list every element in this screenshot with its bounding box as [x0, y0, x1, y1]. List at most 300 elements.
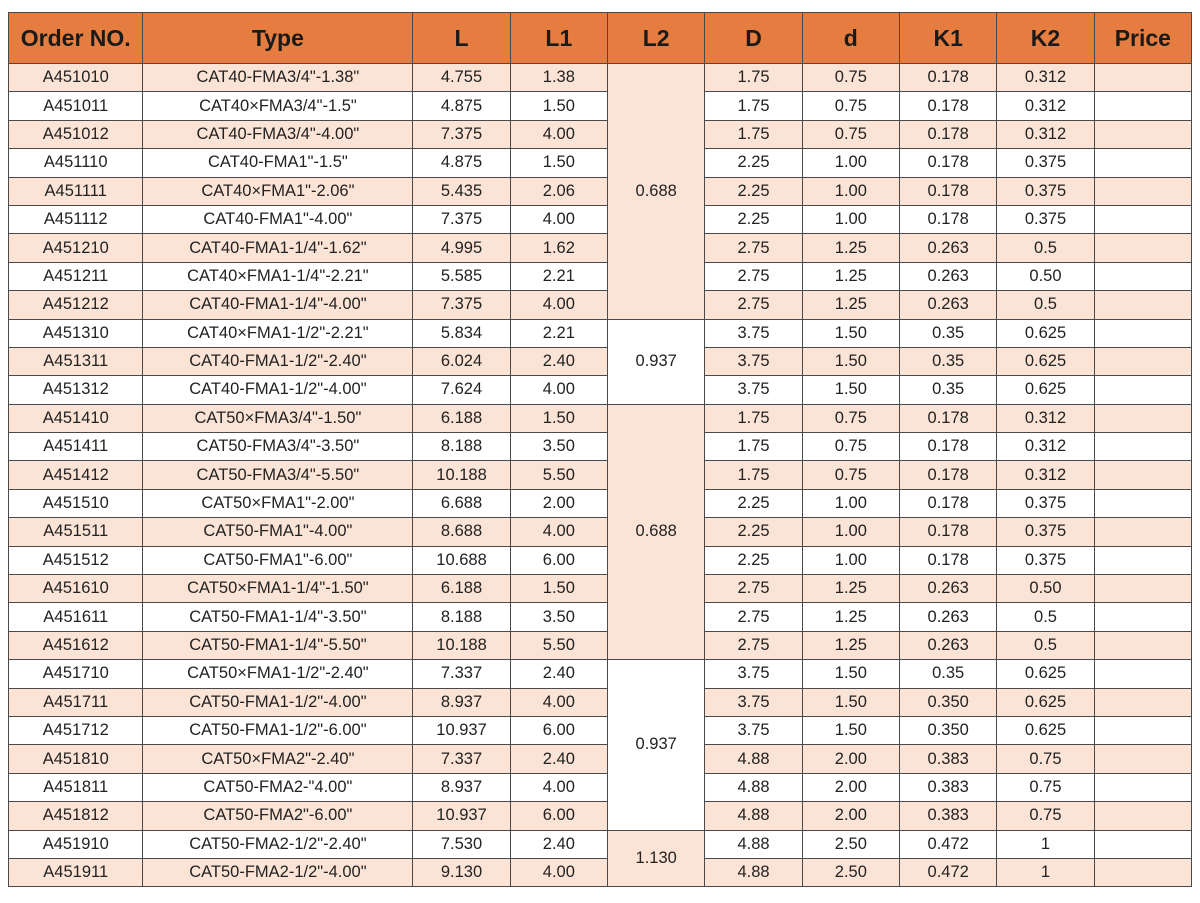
- cell-price: [1094, 205, 1191, 233]
- cell-k2: 0.312: [997, 433, 1094, 461]
- cell-l: 4.875: [413, 149, 510, 177]
- cell-type: CAT40-FMA1"-1.5": [143, 149, 413, 177]
- cell-k2: 1: [997, 830, 1094, 858]
- cell-d-lower: 1.50: [802, 319, 899, 347]
- cell-order-no: A451811: [9, 773, 143, 801]
- cell-l: 7.530: [413, 830, 510, 858]
- table-row: [9, 319, 1192, 347]
- cell-price: [1094, 433, 1191, 461]
- cell-d-upper: 4.88: [705, 773, 802, 801]
- cell-l1: 1.62: [510, 234, 607, 262]
- cell-l1: 6.00: [510, 716, 607, 744]
- cell-price: [1094, 660, 1191, 688]
- cell-d-lower: 1.00: [802, 489, 899, 517]
- cell-l: 10.688: [413, 546, 510, 574]
- table-row: [9, 64, 1192, 92]
- spec-table: [8, 12, 1192, 887]
- cell-l1: 4.00: [510, 518, 607, 546]
- cell-l1: 2.21: [510, 262, 607, 290]
- cell-type: CAT50-FMA2-1/2"-4.00": [143, 858, 413, 886]
- table-body: [9, 64, 1192, 887]
- cell-order-no: A451411: [9, 433, 143, 461]
- cell-l1: 4.00: [510, 858, 607, 886]
- cell-d-lower: 1.25: [802, 603, 899, 631]
- cell-d-lower: 1.25: [802, 234, 899, 262]
- cell-order-no: A451810: [9, 745, 143, 773]
- cell-type: CAT50-FMA1-1/4"-3.50": [143, 603, 413, 631]
- table-row: [9, 291, 1192, 319]
- cell-k1: 0.472: [900, 858, 997, 886]
- cell-price: [1094, 518, 1191, 546]
- cell-d-upper: 2.25: [705, 205, 802, 233]
- cell-price: [1094, 858, 1191, 886]
- cell-type: CAT50-FMA2-"4.00": [143, 773, 413, 801]
- cell-d-lower: 1.50: [802, 688, 899, 716]
- table-row: [9, 92, 1192, 120]
- cell-k1: 0.263: [900, 575, 997, 603]
- cell-l: 9.130: [413, 858, 510, 886]
- cell-d-lower: 1.25: [802, 575, 899, 603]
- table-row: [9, 347, 1192, 375]
- table-row: [9, 830, 1192, 858]
- cell-d-lower: 2.00: [802, 773, 899, 801]
- cell-type: CAT40-FMA1"-4.00": [143, 205, 413, 233]
- cell-k1: 0.263: [900, 603, 997, 631]
- cell-l: 8.688: [413, 518, 510, 546]
- cell-d-lower: 1.00: [802, 205, 899, 233]
- cell-d-upper: 2.25: [705, 177, 802, 205]
- cell-d-lower: 1.00: [802, 177, 899, 205]
- cell-k1: 0.178: [900, 64, 997, 92]
- cell-type: CAT50×FMA1-1/2"-2.40": [143, 660, 413, 688]
- header-price: Price: [1094, 13, 1191, 64]
- cell-d-upper: 4.88: [705, 802, 802, 830]
- cell-k1: 0.263: [900, 234, 997, 262]
- cell-l2: 1.130: [608, 830, 705, 887]
- cell-l2: 0.937: [608, 319, 705, 404]
- cell-type: CAT40×FMA1"-2.06": [143, 177, 413, 205]
- cell-k2: 0.625: [997, 716, 1094, 744]
- cell-k2: 0.375: [997, 177, 1094, 205]
- cell-k2: 0.50: [997, 575, 1094, 603]
- cell-d-upper: 1.75: [705, 404, 802, 432]
- cell-d-lower: 1.50: [802, 347, 899, 375]
- cell-price: [1094, 262, 1191, 290]
- cell-k1: 0.178: [900, 205, 997, 233]
- table-row: [9, 773, 1192, 801]
- cell-order-no: A451010: [9, 64, 143, 92]
- cell-k2: 0.625: [997, 660, 1094, 688]
- cell-l: 6.024: [413, 347, 510, 375]
- cell-price: [1094, 489, 1191, 517]
- cell-l1: 1.50: [510, 92, 607, 120]
- header-d-upper: D: [705, 13, 802, 64]
- cell-d-lower: 2.00: [802, 802, 899, 830]
- table-row: [9, 489, 1192, 517]
- cell-l: 8.937: [413, 688, 510, 716]
- table-row: [9, 433, 1192, 461]
- cell-d-lower: 0.75: [802, 433, 899, 461]
- table-row: [9, 631, 1192, 659]
- table-row: [9, 205, 1192, 233]
- cell-d-upper: 2.25: [705, 546, 802, 574]
- cell-d-lower: 1.25: [802, 262, 899, 290]
- cell-d-lower: 1.25: [802, 291, 899, 319]
- cell-type: CAT40×FMA1-1/4"-2.21": [143, 262, 413, 290]
- cell-price: [1094, 745, 1191, 773]
- cell-l: 6.188: [413, 575, 510, 603]
- table-row: [9, 660, 1192, 688]
- cell-l: 7.624: [413, 376, 510, 404]
- cell-k1: 0.178: [900, 461, 997, 489]
- cell-l: 8.937: [413, 773, 510, 801]
- cell-k2: 0.312: [997, 404, 1094, 432]
- cell-k1: 0.472: [900, 830, 997, 858]
- cell-d-lower: 1.25: [802, 631, 899, 659]
- table-row: [9, 745, 1192, 773]
- cell-order-no: A451012: [9, 120, 143, 148]
- cell-k2: 0.5: [997, 631, 1094, 659]
- cell-price: [1094, 603, 1191, 631]
- cell-price: [1094, 802, 1191, 830]
- cell-l1: 4.00: [510, 120, 607, 148]
- header-l: L: [413, 13, 510, 64]
- cell-d-lower: 0.75: [802, 120, 899, 148]
- cell-d-upper: 2.75: [705, 234, 802, 262]
- cell-price: [1094, 688, 1191, 716]
- cell-order-no: A451312: [9, 376, 143, 404]
- cell-order-no: A451211: [9, 262, 143, 290]
- cell-order-no: A451210: [9, 234, 143, 262]
- table-row: [9, 802, 1192, 830]
- cell-order-no: A451712: [9, 716, 143, 744]
- cell-d-upper: 2.75: [705, 262, 802, 290]
- cell-l1: 4.00: [510, 688, 607, 716]
- cell-order-no: A451111: [9, 177, 143, 205]
- cell-order-no: A451311: [9, 347, 143, 375]
- cell-l1: 1.50: [510, 575, 607, 603]
- cell-l2: 0.688: [608, 64, 705, 320]
- cell-k2: 0.625: [997, 319, 1094, 347]
- cell-d-upper: 3.75: [705, 688, 802, 716]
- cell-l: 5.435: [413, 177, 510, 205]
- cell-price: [1094, 830, 1191, 858]
- table-row: [9, 149, 1192, 177]
- cell-k1: 0.383: [900, 773, 997, 801]
- cell-k2: 0.312: [997, 64, 1094, 92]
- cell-l: 7.375: [413, 120, 510, 148]
- cell-order-no: A451911: [9, 858, 143, 886]
- cell-price: [1094, 149, 1191, 177]
- cell-d-upper: 1.75: [705, 92, 802, 120]
- cell-k2: 0.312: [997, 120, 1094, 148]
- cell-k2: 0.375: [997, 489, 1094, 517]
- cell-l1: 2.40: [510, 347, 607, 375]
- cell-order-no: A451511: [9, 518, 143, 546]
- table-row: [9, 546, 1192, 574]
- cell-l: 7.375: [413, 291, 510, 319]
- cell-k2: 0.5: [997, 291, 1094, 319]
- table-row: [9, 262, 1192, 290]
- cell-order-no: A451510: [9, 489, 143, 517]
- cell-price: [1094, 319, 1191, 347]
- cell-order-no: A451812: [9, 802, 143, 830]
- cell-d-upper: 3.75: [705, 347, 802, 375]
- table-row: [9, 575, 1192, 603]
- cell-l1: 6.00: [510, 802, 607, 830]
- cell-type: CAT50-FMA3/4"-5.50": [143, 461, 413, 489]
- cell-type: CAT50-FMA1"-4.00": [143, 518, 413, 546]
- cell-order-no: A451412: [9, 461, 143, 489]
- table-row: [9, 603, 1192, 631]
- header-l2: L2: [608, 13, 705, 64]
- cell-price: [1094, 177, 1191, 205]
- cell-d-upper: 3.75: [705, 376, 802, 404]
- cell-type: CAT50-FMA1"-6.00": [143, 546, 413, 574]
- cell-k2: 0.75: [997, 802, 1094, 830]
- cell-l: 8.188: [413, 603, 510, 631]
- cell-d-upper: 1.75: [705, 120, 802, 148]
- cell-l: 7.337: [413, 660, 510, 688]
- cell-d-lower: 1.50: [802, 660, 899, 688]
- cell-k2: 0.625: [997, 688, 1094, 716]
- cell-k1: 0.383: [900, 745, 997, 773]
- cell-d-upper: 2.75: [705, 603, 802, 631]
- cell-l1: 2.40: [510, 745, 607, 773]
- cell-l2: 0.688: [608, 404, 705, 660]
- cell-type: CAT50×FMA1"-2.00": [143, 489, 413, 517]
- cell-type: CAT40-FMA1-1/4"-1.62": [143, 234, 413, 262]
- cell-type: CAT50-FMA1-1/2"-6.00": [143, 716, 413, 744]
- cell-d-lower: 1.00: [802, 518, 899, 546]
- cell-d-upper: 4.88: [705, 858, 802, 886]
- cell-type: CAT40×FMA3/4"-1.5": [143, 92, 413, 120]
- cell-k1: 0.178: [900, 120, 997, 148]
- cell-d-upper: 1.75: [705, 461, 802, 489]
- cell-k1: 0.263: [900, 631, 997, 659]
- cell-k1: 0.178: [900, 177, 997, 205]
- cell-d-upper: 4.88: [705, 745, 802, 773]
- cell-d-lower: 0.75: [802, 461, 899, 489]
- cell-d-lower: 1.00: [802, 149, 899, 177]
- cell-order-no: A451110: [9, 149, 143, 177]
- cell-type: CAT40-FMA3/4"-1.38": [143, 64, 413, 92]
- cell-type: CAT50-FMA3/4"-3.50": [143, 433, 413, 461]
- cell-l1: 2.40: [510, 830, 607, 858]
- cell-order-no: A451611: [9, 603, 143, 631]
- cell-type: CAT40-FMA1-1/4"-4.00": [143, 291, 413, 319]
- cell-k2: 0.312: [997, 92, 1094, 120]
- cell-k1: 0.383: [900, 802, 997, 830]
- cell-k2: 1: [997, 858, 1094, 886]
- cell-k1: 0.178: [900, 489, 997, 517]
- cell-l: 10.937: [413, 802, 510, 830]
- cell-k2: 0.625: [997, 347, 1094, 375]
- cell-type: CAT40-FMA3/4"-4.00": [143, 120, 413, 148]
- cell-k2: 0.375: [997, 205, 1094, 233]
- cell-l: 10.188: [413, 461, 510, 489]
- cell-l: 10.937: [413, 716, 510, 744]
- cell-l1: 5.50: [510, 461, 607, 489]
- cell-l: 4.995: [413, 234, 510, 262]
- header-type: Type: [143, 13, 413, 64]
- cell-l: 10.188: [413, 631, 510, 659]
- cell-k1: 0.178: [900, 433, 997, 461]
- cell-l1: 1.50: [510, 404, 607, 432]
- table-row: [9, 234, 1192, 262]
- table-header: [9, 13, 1192, 64]
- cell-type: CAT50-FMA1-1/2"-4.00": [143, 688, 413, 716]
- cell-d-upper: 2.25: [705, 149, 802, 177]
- header-d-lower: d: [802, 13, 899, 64]
- cell-order-no: A451710: [9, 660, 143, 688]
- cell-d-upper: 3.75: [705, 319, 802, 347]
- cell-type: CAT40-FMA1-1/2"-4.00": [143, 376, 413, 404]
- cell-k2: 0.5: [997, 234, 1094, 262]
- cell-k2: 0.625: [997, 376, 1094, 404]
- cell-k2: 0.375: [997, 546, 1094, 574]
- cell-l2: 0.937: [608, 660, 705, 830]
- cell-order-no: A451910: [9, 830, 143, 858]
- cell-d-upper: 2.75: [705, 631, 802, 659]
- cell-l: 6.188: [413, 404, 510, 432]
- cell-d-upper: 1.75: [705, 433, 802, 461]
- cell-price: [1094, 291, 1191, 319]
- cell-k1: 0.35: [900, 660, 997, 688]
- header-row: [9, 13, 1192, 64]
- cell-k2: 0.75: [997, 773, 1094, 801]
- cell-k1: 0.350: [900, 716, 997, 744]
- cell-k1: 0.35: [900, 376, 997, 404]
- cell-k2: 0.375: [997, 518, 1094, 546]
- table-row: [9, 404, 1192, 432]
- table-row: [9, 461, 1192, 489]
- cell-type: CAT40-FMA1-1/2"-2.40": [143, 347, 413, 375]
- table-row: [9, 688, 1192, 716]
- cell-order-no: A451610: [9, 575, 143, 603]
- cell-k1: 0.178: [900, 518, 997, 546]
- cell-l1: 3.50: [510, 433, 607, 461]
- cell-order-no: A451612: [9, 631, 143, 659]
- cell-l1: 2.06: [510, 177, 607, 205]
- cell-d-upper: 2.75: [705, 291, 802, 319]
- cell-price: [1094, 461, 1191, 489]
- table-row: [9, 177, 1192, 205]
- header-k1: K1: [900, 13, 997, 64]
- cell-price: [1094, 773, 1191, 801]
- cell-d-lower: 1.50: [802, 376, 899, 404]
- cell-type: CAT50-FMA2"-6.00": [143, 802, 413, 830]
- cell-l1: 4.00: [510, 773, 607, 801]
- cell-l1: 2.21: [510, 319, 607, 347]
- header-order-no: Order NO.: [9, 13, 143, 64]
- cell-d-upper: 2.25: [705, 518, 802, 546]
- cell-k1: 0.263: [900, 291, 997, 319]
- cell-l1: 2.40: [510, 660, 607, 688]
- cell-l1: 6.00: [510, 546, 607, 574]
- cell-l: 5.834: [413, 319, 510, 347]
- cell-k1: 0.178: [900, 404, 997, 432]
- cell-type: CAT50×FMA1-1/4"-1.50": [143, 575, 413, 603]
- cell-l1: 5.50: [510, 631, 607, 659]
- cell-price: [1094, 631, 1191, 659]
- cell-order-no: A451711: [9, 688, 143, 716]
- cell-price: [1094, 376, 1191, 404]
- cell-d-lower: 2.50: [802, 830, 899, 858]
- header-l1: L1: [510, 13, 607, 64]
- cell-l: 7.375: [413, 205, 510, 233]
- cell-order-no: A451212: [9, 291, 143, 319]
- cell-price: [1094, 716, 1191, 744]
- cell-d-lower: 0.75: [802, 404, 899, 432]
- cell-type: CAT40×FMA1-1/2"-2.21": [143, 319, 413, 347]
- cell-l: 4.875: [413, 92, 510, 120]
- table-row: [9, 858, 1192, 886]
- table-row: [9, 518, 1192, 546]
- cell-l: 7.337: [413, 745, 510, 773]
- cell-d-lower: 1.00: [802, 546, 899, 574]
- cell-k1: 0.35: [900, 347, 997, 375]
- cell-k2: 0.50: [997, 262, 1094, 290]
- cell-k1: 0.178: [900, 149, 997, 177]
- cell-d-upper: 2.75: [705, 575, 802, 603]
- cell-price: [1094, 64, 1191, 92]
- cell-l1: 4.00: [510, 291, 607, 319]
- cell-d-upper: 2.25: [705, 489, 802, 517]
- cell-order-no: A451512: [9, 546, 143, 574]
- cell-l1: 1.50: [510, 149, 607, 177]
- cell-price: [1094, 575, 1191, 603]
- cell-k1: 0.178: [900, 546, 997, 574]
- cell-l1: 2.00: [510, 489, 607, 517]
- cell-price: [1094, 120, 1191, 148]
- cell-price: [1094, 92, 1191, 120]
- table-row: [9, 716, 1192, 744]
- cell-l1: 3.50: [510, 603, 607, 631]
- cell-d-lower: 0.75: [802, 64, 899, 92]
- cell-price: [1094, 347, 1191, 375]
- cell-type: CAT50×FMA3/4"-1.50": [143, 404, 413, 432]
- cell-k1: 0.350: [900, 688, 997, 716]
- cell-l: 4.755: [413, 64, 510, 92]
- cell-l1: 1.38: [510, 64, 607, 92]
- cell-k1: 0.263: [900, 262, 997, 290]
- cell-k1: 0.178: [900, 92, 997, 120]
- cell-order-no: A451310: [9, 319, 143, 347]
- cell-k2: 0.75: [997, 745, 1094, 773]
- table-row: [9, 376, 1192, 404]
- cell-d-lower: 2.50: [802, 858, 899, 886]
- cell-l: 5.585: [413, 262, 510, 290]
- cell-d-upper: 3.75: [705, 716, 802, 744]
- header-k2: K2: [997, 13, 1094, 64]
- cell-type: CAT50-FMA1-1/4"-5.50": [143, 631, 413, 659]
- cell-k2: 0.375: [997, 149, 1094, 177]
- cell-k2: 0.312: [997, 461, 1094, 489]
- cell-d-lower: 2.00: [802, 745, 899, 773]
- cell-d-lower: 1.50: [802, 716, 899, 744]
- cell-l: 8.188: [413, 433, 510, 461]
- cell-d-upper: 1.75: [705, 64, 802, 92]
- cell-order-no: A451011: [9, 92, 143, 120]
- cell-l1: 4.00: [510, 205, 607, 233]
- cell-price: [1094, 234, 1191, 262]
- cell-price: [1094, 404, 1191, 432]
- cell-d-upper: 4.88: [705, 830, 802, 858]
- cell-d-lower: 0.75: [802, 92, 899, 120]
- cell-l: 6.688: [413, 489, 510, 517]
- cell-order-no: A451410: [9, 404, 143, 432]
